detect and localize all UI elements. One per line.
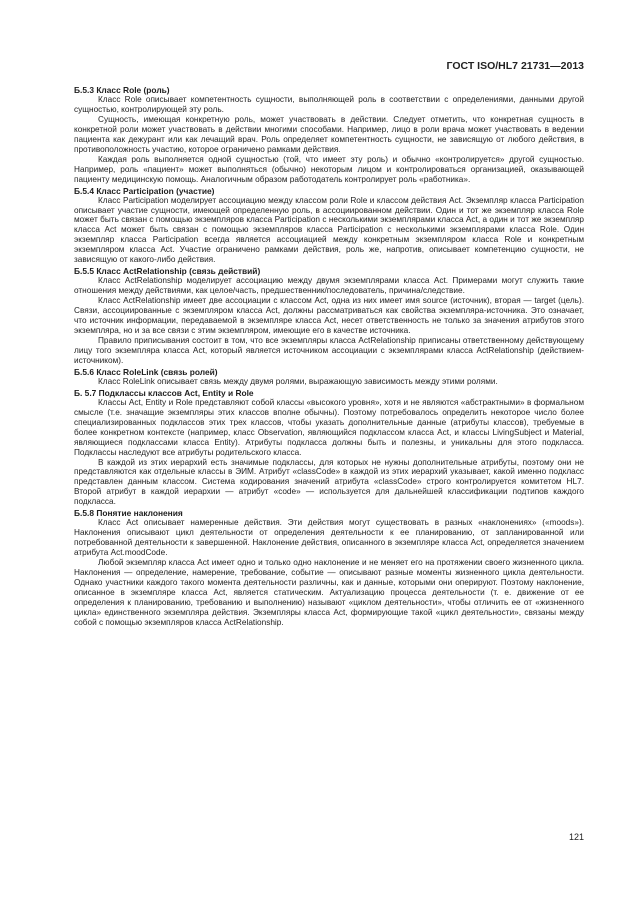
paragraph: Класс ActRelationship моделирует ассоциацию между двумя экземплярами класса Act. Примерами могут служить такие отношения между действиями, как целое/часть, предшественник/последователь, причина/следствие. xyxy=(74,276,584,296)
paragraph: В каждой из этих иерархий есть значимые подклассы, для которых не нужны дополнительные атрибуты, поэтому они не представляются как отдельные классы в ЭИМ. Атрибут «classCode» в каждой из этих иерархий указывает, какой именно подкласс представлен данным классом. Система кодирования значений атрибута «classCode» строго контролируется комитетом HL7. Второй атрибут в каждой иерархии — атрибут «code» — используется для дальнейшей классификации подтипов каждого подкласса. xyxy=(74,457,584,507)
section-heading: Б.5.5 Класс ActRelationship (связь действий) xyxy=(74,266,261,277)
paragraph: Класс Role описывает компетентность сущности, выполняющей роль в соответствии с определениями, данными другой сущностью, контролирующей эту роль. xyxy=(74,95,584,114)
section-heading: Б. 5.7 Подклассы классов Act, Entity и Role xyxy=(74,387,254,398)
paragraph: Класс RoleLink описывает связь между двумя ролями, выражающую зависимость между этими ролями. xyxy=(98,376,498,386)
page-number: 121 xyxy=(568,832,584,842)
paragraph: Классы Act, Entity и Role представляют собой классы «высокого уровня», хотя и не являются «абстрактными» в формальном смысле (т.е. значащие экземпляры этих классов вполне обычны). Поэтому потребовалось определить некоторое число более специализированных подклассов этих трех классов, чтобы указать дополнительные данные (атрибуты классов), требуемые в более конкретном контексте (например, класс Observation, являющийся подклассом класса Act, и классы LivingSubject и Material, являющиеся подклассами класса Entity). Атрибуты подкласса должны быть и полезны, и уникальны для этого подкласса. Подклассы наследуют все атрибуты родительского класса. xyxy=(74,397,584,457)
paragraph: Сущность, имеющая конкретную роль, может участвовать в действии. Следует отметить, что конкретная сущность в конкретной роли может участвовать в действии многими способами. Например, лицо в роли врача может участвовать в ведении пациента как дежурант или как лечащий врач. Роль определяет компетентность сущности, не зависящую от любого действия, в противоположность участию, которое ограничено рамками действия. xyxy=(74,114,584,154)
standard-header: ГОСТ ISO/HL7 21731—2013 xyxy=(446,60,584,72)
section-heading: Б.5.3 Класс Role (роль) xyxy=(74,85,170,95)
paragraph: Класс Participation моделирует ассоциацию между классом роли Role и классом действия Act. Экземпляр класса Participation описывает участие сущности, имеющей определенную роль, в ассоциированном действии. Один и тот же экземпляр класса Role может быть связан с помощью экземпляров класса Participation с несколькими экземплярами класса Act, а один и тот же экземпляр класса Act может быть связан с помощью экземпляров класса Participation с несколькими экземплярами класса Role. Один экземпляр класса Participation всегда является ассоциацией между конкретным экземпляром класса Role и конкретным экземпляром класса Act. Участие ограничено рамками действия, роль же, напротив, описывает компетенцию сущности, не зависящую от какого-либо действия. xyxy=(74,195,584,265)
section-heading: Б.5.6 Класс RoleLink (связь ролей) xyxy=(74,366,218,377)
paragraph: Класс ActRelationship имеет две ассоциации с классом Act, одна из них имеет имя source (источник), вторая — target (цель). Связи, ассоциированные с экземпляром класса Act, должны рассматриваться как свойства экземпляра-источника. Это означает, что источник информации, передаваемой в экземпляре класса Act, несет ответственность не только за значения атрибутов этого экземпляра, но и за все связи с этим экземпляром, имеющие его в качестве источника. xyxy=(74,296,584,336)
paragraph: Правило приписывания состоит в том, что все экземпляры класса ActRelationship приписаны ответственному действующему лицу того экземпляра класса Act, который является источником ассоциации с экземплярами класса ActRelationship (действием-источником). xyxy=(74,335,584,365)
document-body xyxy=(74,84,584,628)
section-heading: Б.5.4 Класс Participation (участие) xyxy=(74,185,215,196)
section-heading: Б.5.8 Понятие наклонения xyxy=(74,508,183,519)
paragraph: Класс Act описывает намеренные действия. Эти действия могут существовать в разных «наклонениях» («moods»). Наклонения описывают цикл деятельности от определения деятельности к ее планированию, от запланированной или потребованной деятельности к завершенной. Наклонение действия, описанного в экземпляре класса Act, определяется значением атрибута Act.moodCode. xyxy=(74,518,584,558)
paragraph: Каждая роль выполняется одной сущностью (той, что имеет эту роль) и обычно «контролируется» другой сущностью. Например, роль «пациент» может выполняться (обычно) некоторым лицом и контролироваться организацией, оказывающей пациенту медицинскую помощь. Аналогичным образом работодатель контролирует роль «работника». xyxy=(74,154,584,184)
paragraph: Любой экземпляр класса Act имеет одно и только одно наклонение и не меняет его на протяжении своего жизненного цикла. Наклонения — определение, намерение, требование, событие — описывают разные моменты жизненного цикла деятельности. Однако участники каждого такого момента деятельности различны, как и данные, которыми они оперируют. Поэтому наклонение, описанное в экземпляре класса Act, является статическим. Актуализацию процесса деятельности (т. е. движение от ее определения к планированию, требованию и выполнению) называют «циклом деятельности», чтобы отличить ее от «жизненного цикла» единственного экземпляра действия. Экземпляры класса Act, формирующие такой «цикл деятельности», связаны между собой с помощью экземпляров класса ActRelationship. xyxy=(74,558,584,627)
